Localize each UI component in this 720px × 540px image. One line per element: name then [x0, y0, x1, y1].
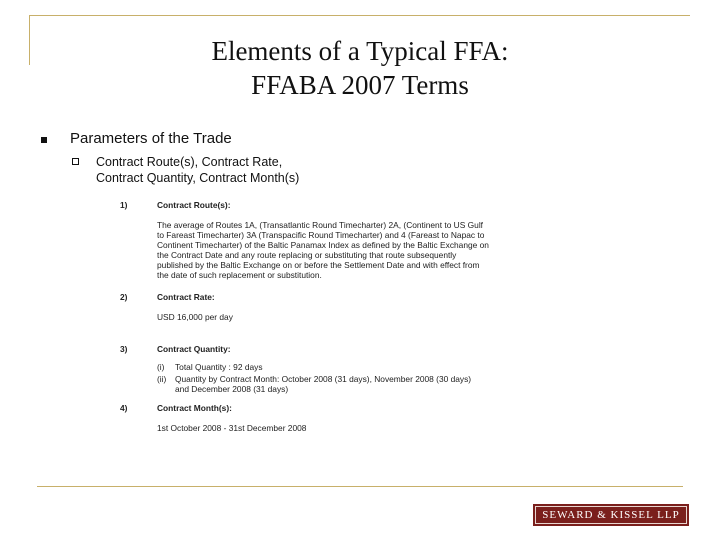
quantity-item-continuation: and December 2008 (31 days): [175, 384, 289, 394]
sub-bullet-contract-elements: [96, 154, 299, 186]
seward-kissel-logo: [533, 504, 689, 526]
footer-divider-line: [37, 486, 683, 487]
route-line: Continent Timecharter) of the Baltic Panamax Index as defined by the Baltic Exchange on: [157, 240, 489, 250]
rate-value: USD 16,000 per day: [157, 312, 233, 322]
route-line: the date of such replacement or substitution.: [157, 270, 322, 280]
route-line: to Fareast Timecharter) 3A (Transpacific Round Timecharter) and 4 (Fareast to Napac to: [157, 230, 485, 240]
month-value: 1st October 2008 - 31st December 2008: [157, 423, 307, 433]
quantity-item-total: [157, 362, 550, 372]
quantity-section-header: [120, 344, 550, 354]
rate-number: 2): [120, 292, 128, 302]
route-line: The average of Routes 1A, (Transatlantic Round Timecharter) 2A, (Continent to US Gulf: [157, 220, 484, 230]
sub-bullet-line2: Contract Quantity, Contract Month(s): [96, 171, 300, 185]
quantity-item-text: Quantity by Contract Month: October 2008 (31 days), November 2008 (30 days): [175, 374, 472, 384]
route-line: published by the Baltic Exchange on or before the Settlement Date and with effect from: [157, 260, 480, 270]
route-number: 1): [120, 200, 128, 210]
sub-bullet-line1: Contract Route(s), Contract Rate,: [96, 155, 283, 169]
slide-title-line2: FFABA 2007 Terms: [251, 70, 469, 100]
route-paragraph: [157, 220, 537, 280]
quantity-item-by-month: [157, 374, 550, 384]
rate-section-header: [120, 292, 550, 302]
quantity-item-number: (i): [157, 362, 165, 372]
rate-heading: Contract Rate:: [157, 292, 215, 302]
hollow-square-bullet-icon: [72, 158, 79, 165]
quantity-item-text: Total Quantity : 92 days: [175, 362, 263, 372]
logo-text: SEWARD & KISSEL LLP: [535, 506, 687, 524]
route-heading: Contract Route(s):: [157, 200, 231, 210]
frame-top-line: [29, 15, 690, 16]
quantity-item-number: (ii): [157, 374, 167, 384]
slide-title-line1: Elements of a Typical FFA:: [211, 36, 509, 66]
route-section-header: [120, 200, 550, 210]
quantity-heading: Contract Quantity:: [157, 344, 231, 354]
square-bullet-icon: [41, 137, 47, 143]
route-line: the Contract Date and any route replacing or substituting that route subsequently: [157, 250, 457, 260]
bullet-parameters: Parameters of the Trade: [70, 130, 232, 147]
quantity-number: 3): [120, 344, 128, 354]
ffaba-terms-excerpt: [120, 200, 550, 433]
month-number: 4): [120, 403, 128, 413]
month-section-header: [120, 403, 550, 413]
month-heading: Contract Month(s):: [157, 403, 232, 413]
